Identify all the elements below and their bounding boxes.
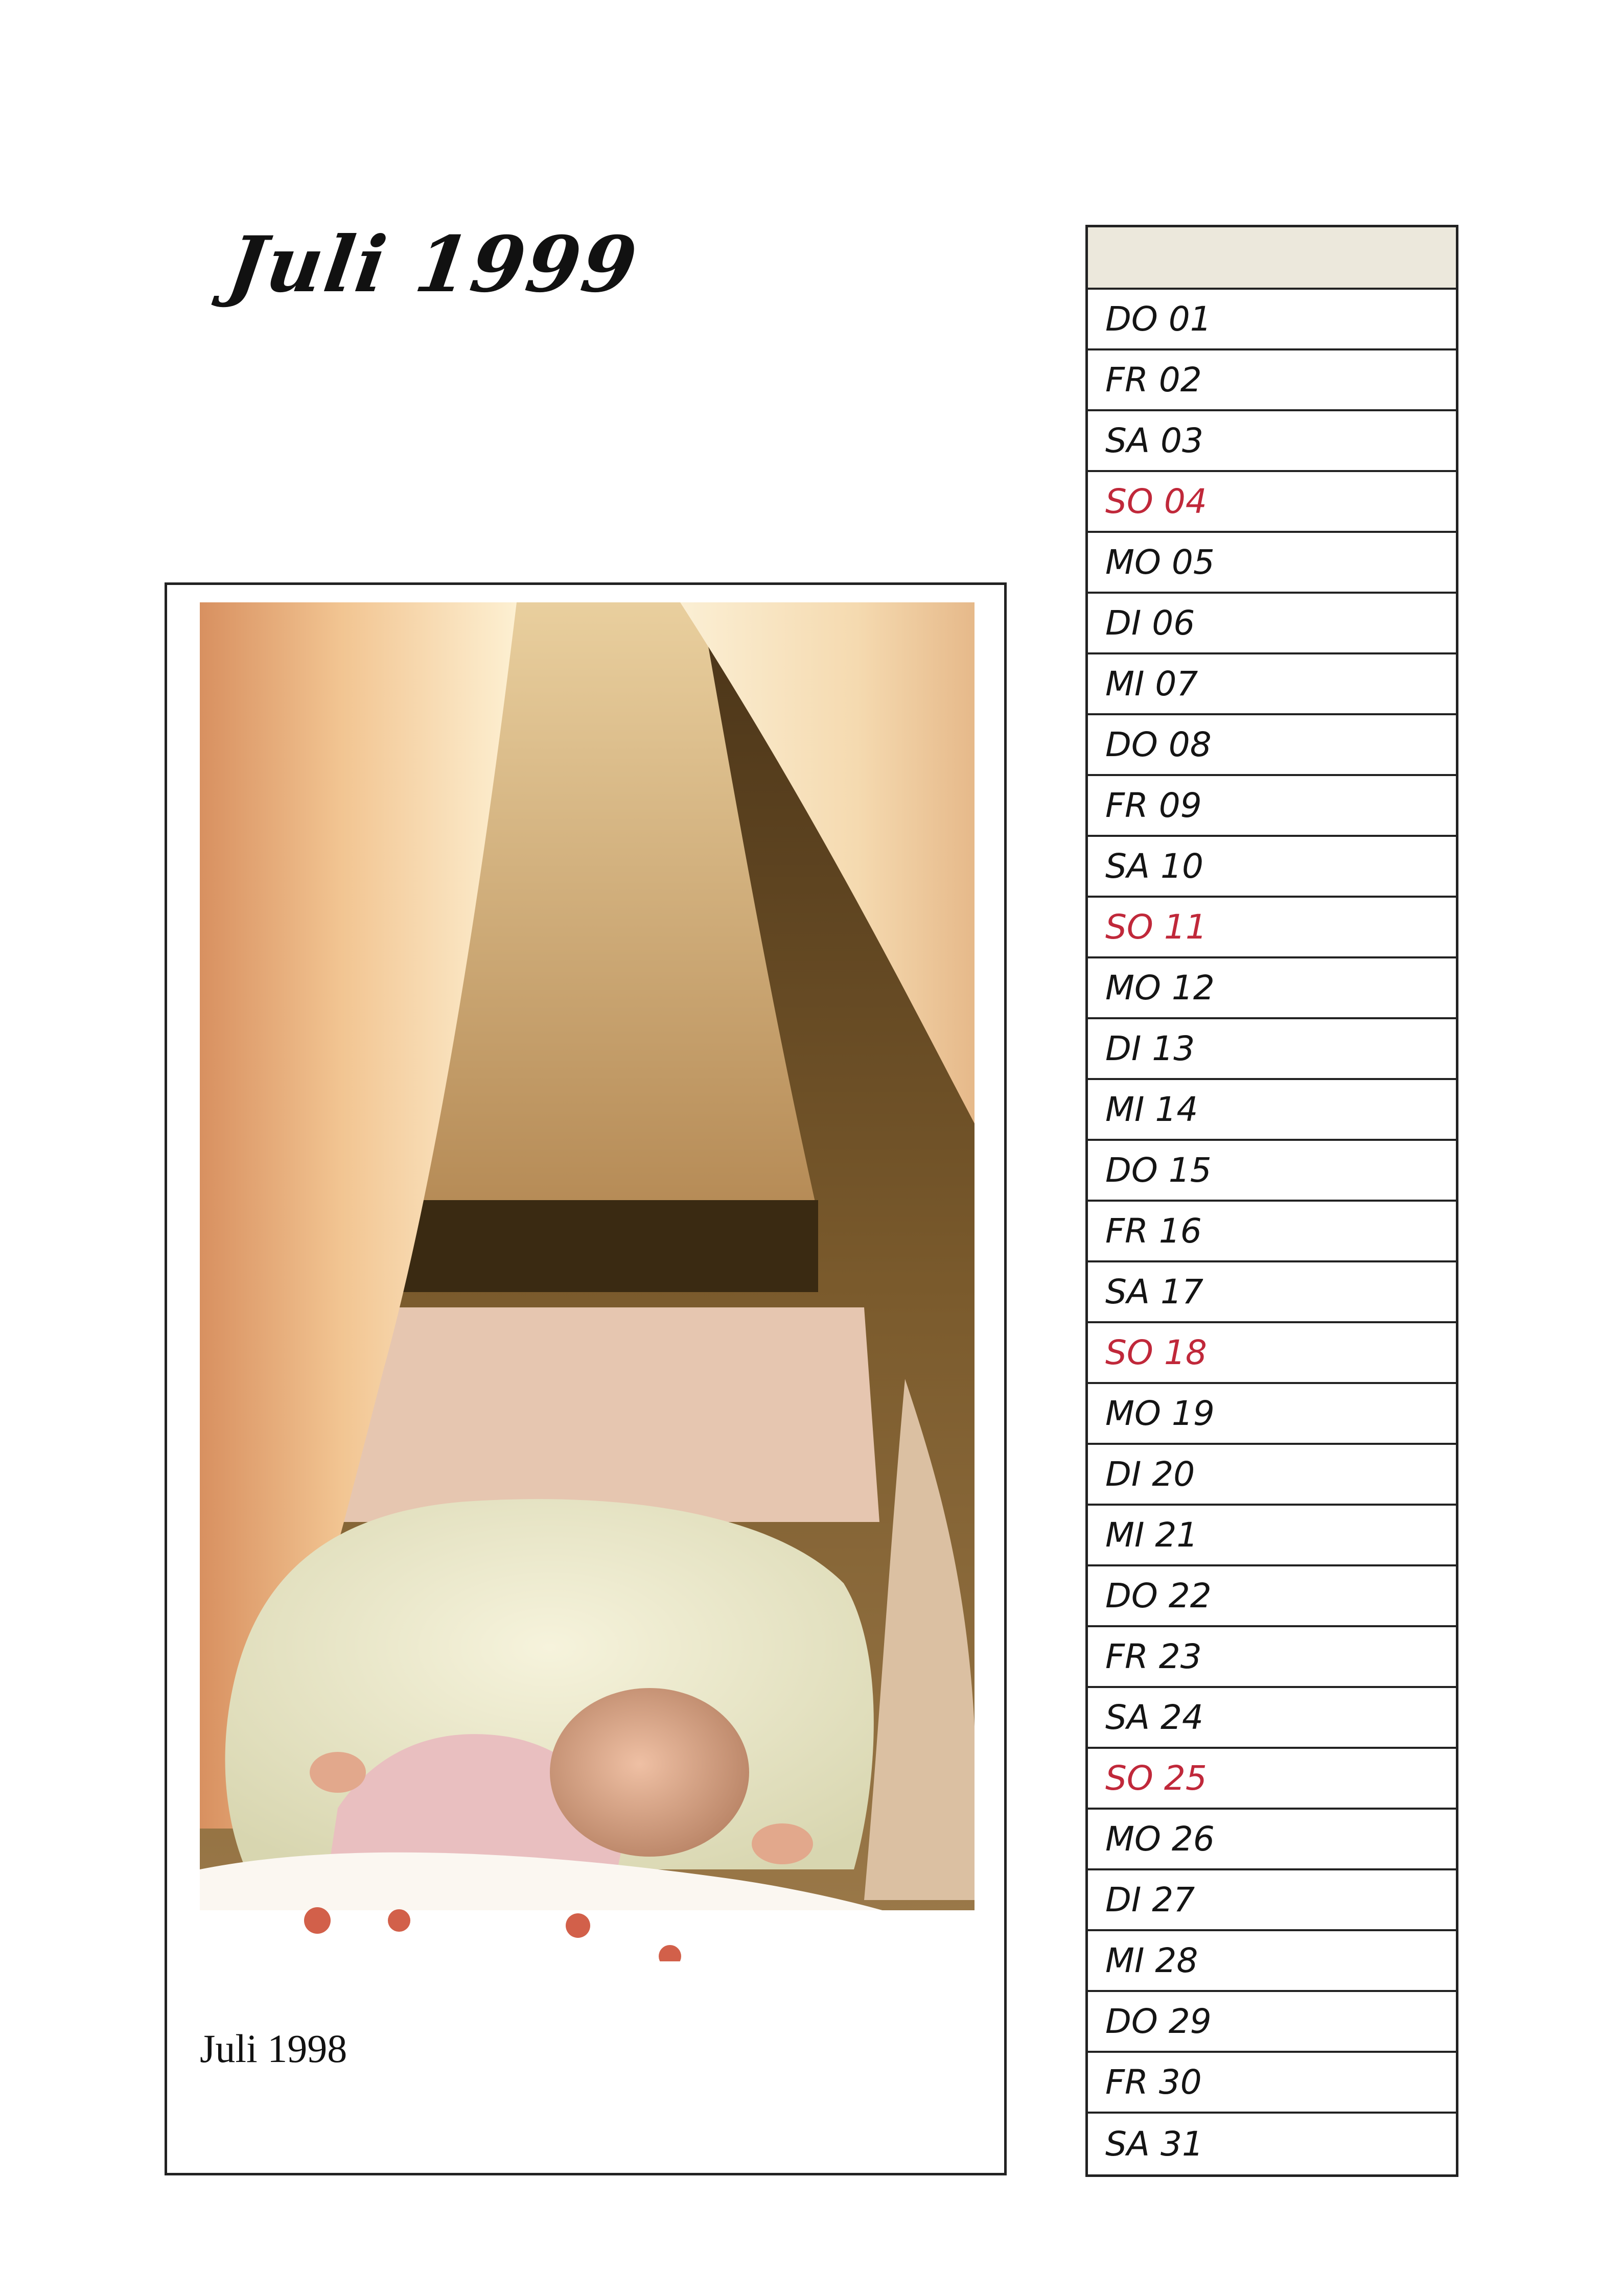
day-label: MO 05 xyxy=(1105,543,1215,582)
day-row xyxy=(1088,1627,1456,1688)
day-row xyxy=(1088,1992,1456,2053)
photo-caption: Juli 1998 xyxy=(200,2026,347,2071)
day-label: MI 14 xyxy=(1105,1090,1198,1129)
day-row xyxy=(1088,1749,1456,1810)
day-row xyxy=(1088,1870,1456,1931)
day-label: FR 23 xyxy=(1105,1637,1202,1676)
baby-cradle-photo xyxy=(200,602,975,1961)
day-label: DI 06 xyxy=(1105,603,1195,643)
day-row xyxy=(1088,1810,1456,1870)
day-label: DO 29 xyxy=(1105,2002,1212,2041)
day-row xyxy=(1088,1688,1456,1749)
day-row xyxy=(1088,654,1456,715)
day-label: SA 24 xyxy=(1105,1698,1204,1737)
day-row xyxy=(1088,1019,1456,1080)
day-row xyxy=(1088,1262,1456,1323)
day-row xyxy=(1088,1202,1456,1262)
day-label: MO 19 xyxy=(1105,1394,1215,1433)
day-label: MO 12 xyxy=(1105,968,1215,1008)
day-label: FR 30 xyxy=(1105,2063,1202,2102)
day-label: SA 03 xyxy=(1105,421,1204,460)
day-row xyxy=(1088,2053,1456,2114)
day-label: DO 08 xyxy=(1105,725,1212,764)
page-title: Juli 1999 xyxy=(222,220,644,310)
day-row xyxy=(1088,1141,1456,1202)
day-label: MI 21 xyxy=(1105,1515,1198,1555)
day-list-header xyxy=(1088,227,1456,290)
day-label: MO 26 xyxy=(1105,1819,1215,1859)
day-label: SA 10 xyxy=(1105,847,1204,886)
day-label: DO 15 xyxy=(1105,1151,1212,1190)
day-row xyxy=(1088,837,1456,898)
day-row xyxy=(1088,1931,1456,1992)
day-row xyxy=(1088,776,1456,837)
day-label: FR 09 xyxy=(1105,786,1202,825)
day-row xyxy=(1088,1384,1456,1445)
day-row xyxy=(1088,1323,1456,1384)
day-label: DI 20 xyxy=(1105,1455,1195,1494)
day-label: DO 01 xyxy=(1105,299,1212,339)
day-row xyxy=(1088,1080,1456,1141)
day-row xyxy=(1088,533,1456,594)
day-label: DO 22 xyxy=(1105,1576,1212,1615)
day-label: SA 31 xyxy=(1105,2124,1204,2164)
day-row xyxy=(1088,1445,1456,1506)
day-row xyxy=(1088,715,1456,776)
day-row xyxy=(1088,2114,1456,2174)
day-row xyxy=(1088,958,1456,1019)
day-row xyxy=(1088,290,1456,350)
day-row xyxy=(1088,1506,1456,1566)
day-label: DI 27 xyxy=(1105,1880,1195,1919)
day-row xyxy=(1088,594,1456,654)
day-list xyxy=(1085,225,1458,2177)
day-row xyxy=(1088,472,1456,533)
day-label: DI 13 xyxy=(1105,1029,1195,1068)
day-row xyxy=(1088,411,1456,472)
day-row xyxy=(1088,898,1456,958)
day-label: MI 28 xyxy=(1105,1941,1198,1980)
day-label: SO 18 xyxy=(1105,1333,1207,1372)
day-label: FR 02 xyxy=(1105,360,1202,400)
day-label: SA 17 xyxy=(1105,1272,1204,1311)
day-row xyxy=(1088,350,1456,411)
day-label: SO 11 xyxy=(1105,907,1207,947)
day-label: MI 07 xyxy=(1105,664,1198,704)
photo-frame xyxy=(165,582,1007,2175)
day-label: SO 25 xyxy=(1105,1759,1207,1798)
day-label: SO 04 xyxy=(1105,482,1207,521)
day-row xyxy=(1088,1566,1456,1627)
day-label: FR 16 xyxy=(1105,1211,1202,1251)
